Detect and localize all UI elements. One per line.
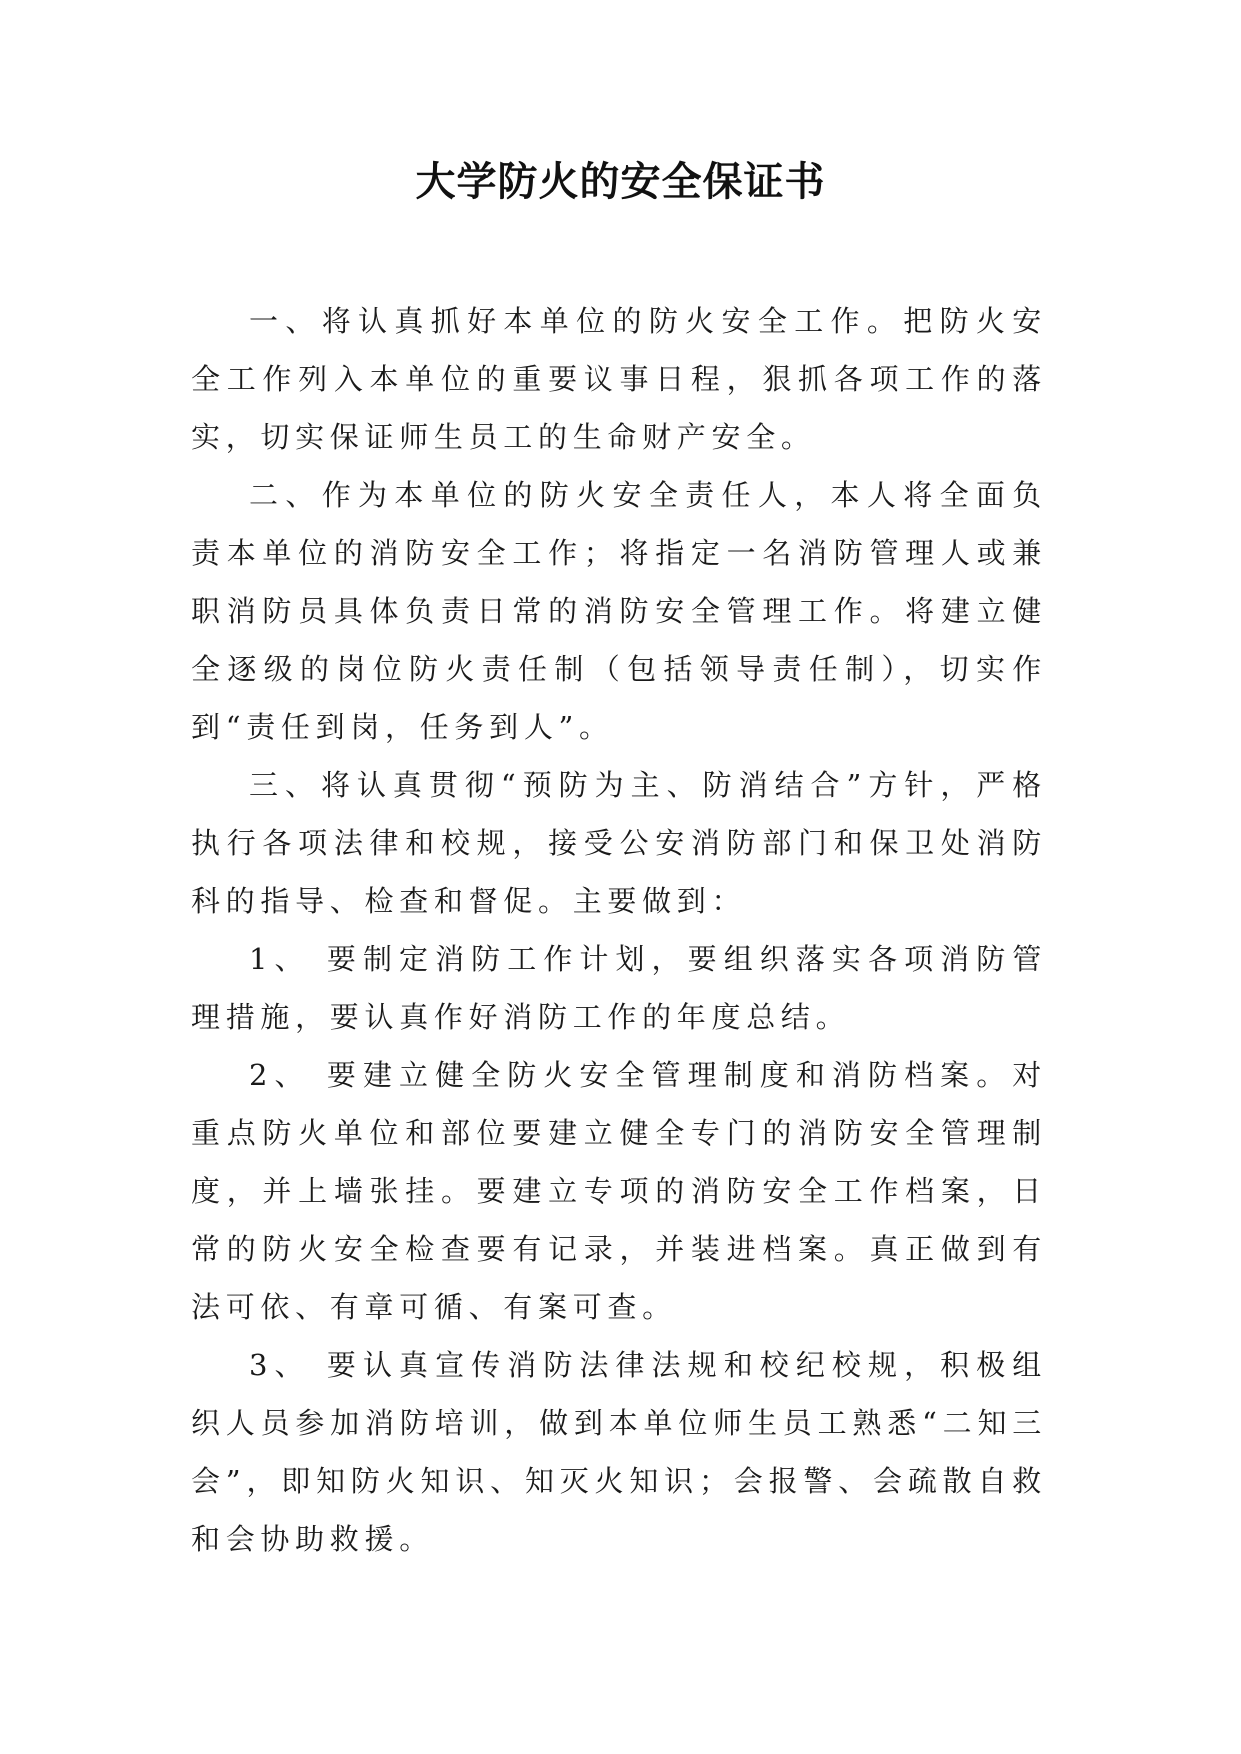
- paragraph-6: 3、 要认真宣传消防法律法规和校纪校规，积极组织人员参加消防培训，做到本单位师生员工熟悉“二知三会”，即知防火知识、知灭火知识；会报警、会疏散自救和会协助救援。: [191, 1348, 1047, 1556]
- document-body: [191, 292, 1047, 1568]
- paragraph-1: 一、将认真抓好本单位的防火安全工作。把防火安全工作列入本单位的重要议事日程，狠抓各项工作的落实，切实保证师生员工的生命财产安全。: [191, 304, 1047, 454]
- paragraph-3: 三、将认真贯彻“预防为主、防消结合”方针，严格执行各项法律和校规，接受公安消防部门和保卫处消防科的指导、检查和督促。主要做到：: [191, 768, 1047, 918]
- document-title: 大学防火的安全保证书: [415, 159, 826, 205]
- paragraph-2: 二、作为本单位的防火安全责任人，本人将全面负责本单位的消防安全工作；将指定一名消防管理人或兼职消防员具体负责日常的消防安全管理工作。将建立健全逐级的岗位防火责任制（包括领导责任制），切实作到“责任到岗，任务到人”。: [191, 478, 1047, 744]
- paragraph-4: 1、 要制定消防工作计划，要组织落实各项消防管理措施，要认真作好消防工作的年度总结。: [191, 942, 1047, 1034]
- paragraph-5: 2、 要建立健全防火安全管理制度和消防档案。对重点防火单位和部位要建立健全专门的消防安全管理制度，并上墙张挂。要建立专项的消防安全工作档案，日常的防火安全检查要有记录，并装进档案。真正做到有法可依、有章可循、有案可查。: [191, 1058, 1047, 1324]
